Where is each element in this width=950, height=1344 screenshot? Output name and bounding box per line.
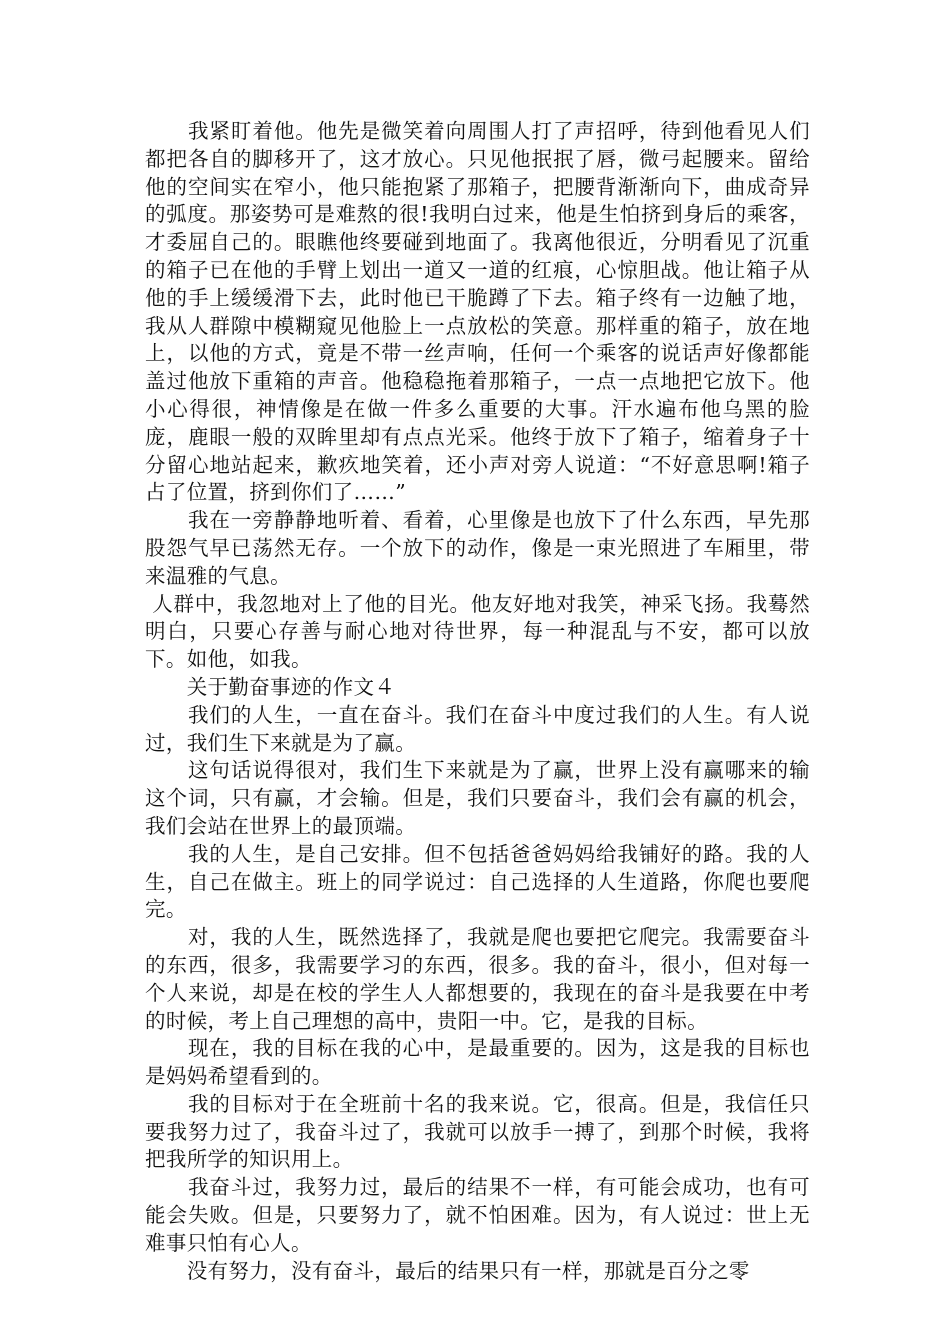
paragraph-1: 我紧盯着他。他先是微笑着向周围人打了声招呼，待到他看见人们都把各自的脚移开了，这才放心。只见他抿抿了唇，微弓起腰来。留给他的空间实在窄小，他只能抱紧了那箱子，把腰背渐渐向下，曲成奇异的弧度。那姿势可是难熬的很!我明白过来，他是生怕挤到身后的乘客，才委屈自己的。眼瞧他终要碰到地面了。我离他很近，分明看见了沉重的箱子已在他的手臂上划出一道又一道的红痕，心惊胆战。他让箱子从他的手上缓缓滑下去，此时他已干脆蹲了下去。箱子终有一边触了地，我从人群隙中模糊窥见他脸上一点放松的笑意。那样重的箱子，放在地上，以他的方式，竟是不带一丝声响，任何一个乘客的说话声好像都能盖过他放下重箱的声音。他稳稳拖着那箱子，一点一点地把它放下。他小心得很，神情像是在做一件多么重要的大事。汗水遍布他乌黑的脸庞，鹿眼一般的双眸里却有点点光采。他终于放下了箱子，缩着身子十分留心地站起来，歉疚地笑着，还小声对旁人说道：“不好意思啊!箱子占了位置，挤到你们了……” [145, 119, 810, 505]
paragraph-7: 我的人生，是自己安排。但不包括爸爸妈妈给我铺好的路。我的人生，自己在做主。班上的同学说过：自己选择的人生道路，你爬也要爬完。 [145, 841, 810, 922]
essay-heading: 关于勤奋事迹的作文４ [145, 674, 396, 699]
paragraph-10: 我的目标对于在全班前十名的我来说。它，很高。但是，我信任只要我努力过了，我奋斗过了，我就可以放手一搏了，到那个时候，我将把我所学的知识用上。 [145, 1091, 810, 1172]
paragraph-5: 我们的人生，一直在奋斗。我们在奋斗中度过我们的人生。有人说过，我们生下来就是为了赢。 [145, 702, 810, 755]
paragraph-11: 我奋斗过，我努力过，最后的结果不一样，有可能会成功，也有可能会失败。但是，只要努力了，就不怕困难。因为，有人说过：世上无难事只怕有心人。 [145, 1175, 810, 1255]
paragraph-6: 这句话说得很对，我们生下来就是为了赢，世界上没有赢哪来的输这个词，只有赢，才会输。但是，我们只要奋斗，我们会有赢的机会，我们会站在世界上的最顶端。 [145, 758, 810, 838]
paragraph-9: 现在，我的目标在我的心中，是最重要的。因为，这是我的目标也是妈妈希望看到的。 [145, 1036, 810, 1089]
paragraph-12: 没有努力，没有奋斗，最后的结果只有一样，那就是百分之零 [145, 1258, 750, 1283]
paragraph-3: 人群中，我忽地对上了他的目光。他友好地对我笑，神采飞扬。我蓦然明白，只要心存善与耐心地对待世界，每一种混乱与不安，都可以放下。如他，如我。 [145, 591, 810, 672]
paragraph-8: 对，我的人生，既然选择了，我就是爬也要把它爬完。我需要奋斗的东西，很多，我需要学习的东西，很多。我的奋斗，很小，但对每一个人来说，却是在校的学生人人都想要的，我现在的奋斗是我要在中考的时候，考上自己理想的高中，贵阳一中。它，是我的目标。 [145, 925, 810, 1033]
document-page [145, 118, 810, 1285]
paragraph-2: 我在一旁静静地听着、看着，心里像是也放下了什么东西，早先那股怨气早已荡然无存。一个放下的动作，像是一束光照进了车厢里，带来温雅的气息。 [145, 508, 810, 588]
